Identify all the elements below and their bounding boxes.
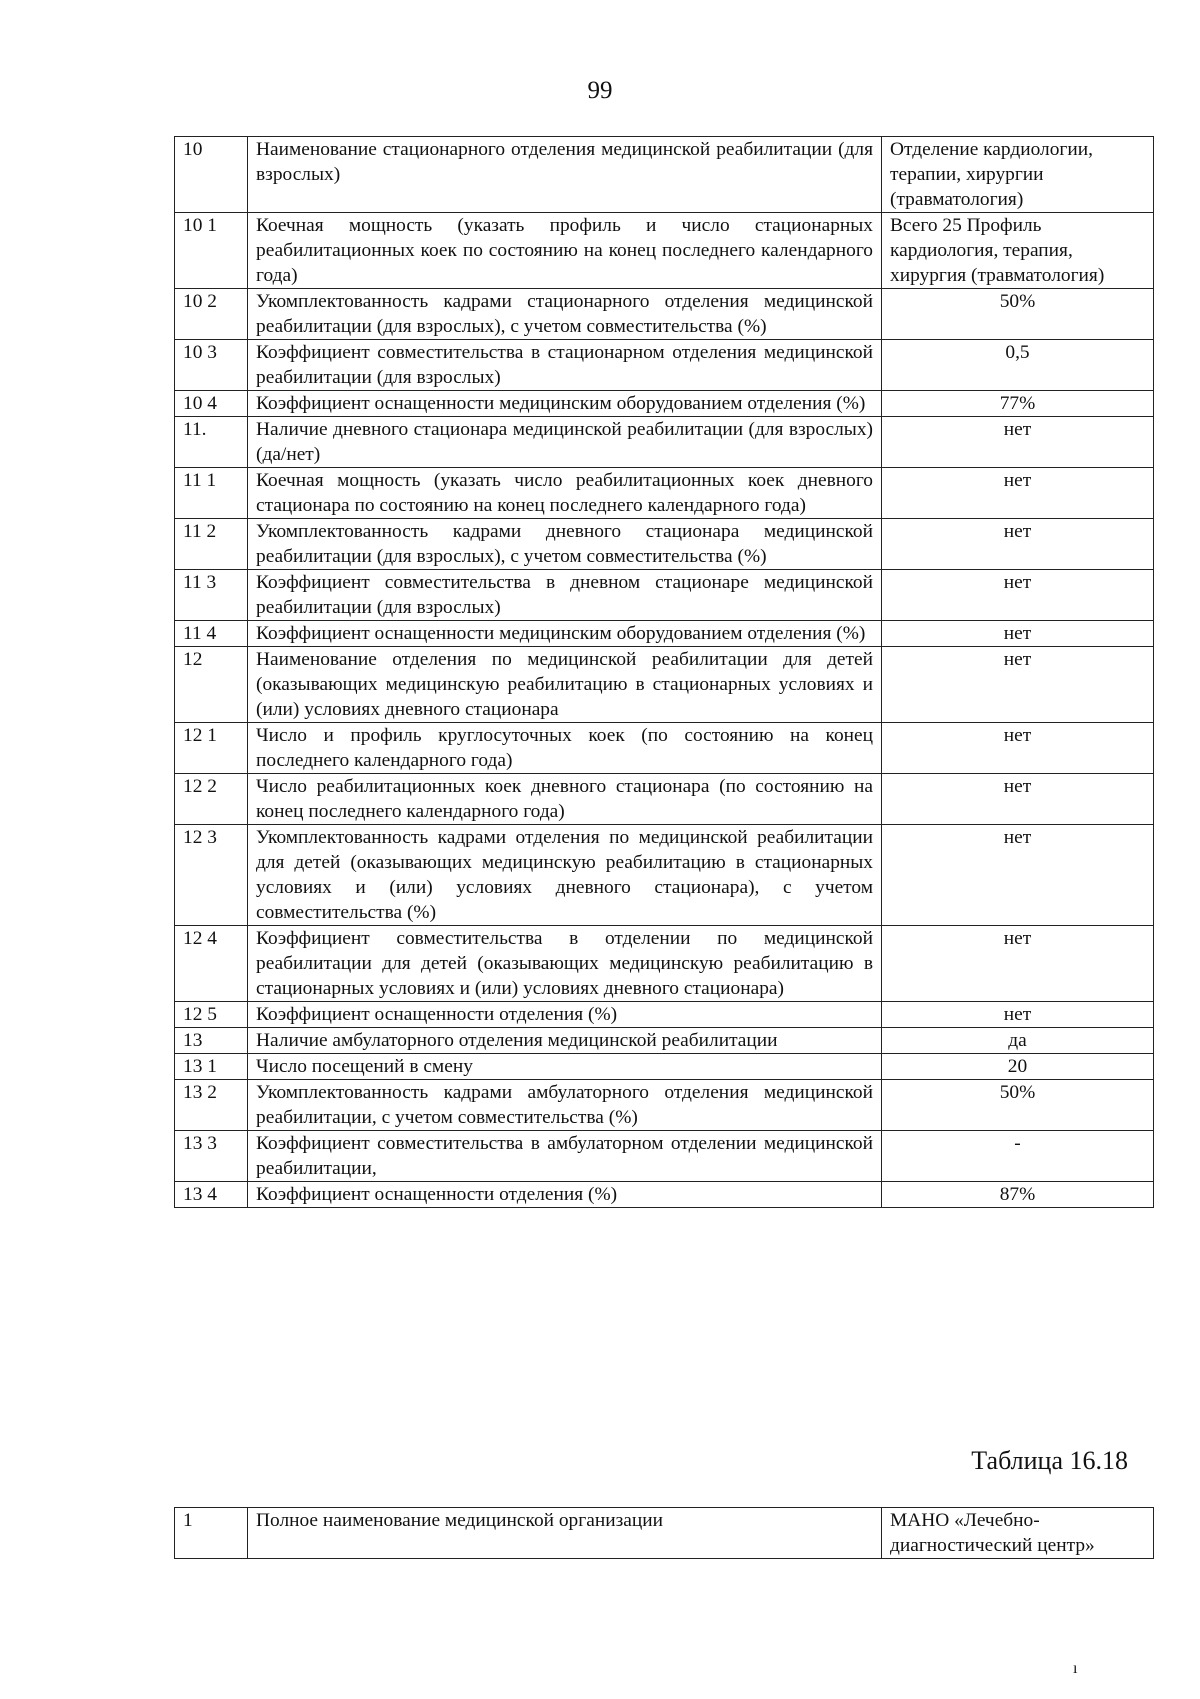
row-value: нет bbox=[882, 570, 1154, 621]
page-number: 99 bbox=[587, 77, 613, 104]
row-description: Коечная мощность (указать профиль и число стационарных реабилитационных коек по состоянию на конец последнего календарного года) bbox=[248, 213, 882, 289]
row-number: 12 1 bbox=[175, 723, 248, 774]
row-description: Коэффициент совместительства в отделении по медицинской реабилитации для детей (оказывающих медицинскую реабилитацию в стационарных условиях и (или) условиях дневного стационара) bbox=[248, 926, 882, 1002]
row-description: Коэффициент совместительства в амбулаторном отделении медицинской реабилитации, bbox=[248, 1131, 882, 1182]
row-number: 12 2 bbox=[175, 774, 248, 825]
row-value: 50% bbox=[882, 289, 1154, 340]
row-value: Всего 25 Профиль кардиология, терапия, хирургия (травматология) bbox=[882, 213, 1154, 289]
row-number: 10 bbox=[175, 137, 248, 213]
row-description: Укомплектованность кадрами стационарного отделения медицинской реабилитации (для взрослых), с учетом совместительства (%) bbox=[248, 289, 882, 340]
table-row bbox=[175, 825, 1154, 926]
table-row bbox=[175, 289, 1154, 340]
row-description: Наименование отделения по медицинской реабилитации для детей (оказывающих медицинскую реабилитацию в стационарных условиях и (или) условиях дневного стационара bbox=[248, 647, 882, 723]
main-table bbox=[174, 136, 1154, 1208]
table-row bbox=[175, 647, 1154, 723]
table-row bbox=[175, 723, 1154, 774]
row-number: 10 3 bbox=[175, 340, 248, 391]
row-number: 10 1 bbox=[175, 213, 248, 289]
row-number: 10 4 bbox=[175, 391, 248, 417]
row-description: Число и профиль круглосуточных коек (по состоянию на конец последнего календарного года) bbox=[248, 723, 882, 774]
row-value: нет bbox=[882, 926, 1154, 1002]
row-number: 11 4 bbox=[175, 621, 248, 647]
row-value: нет bbox=[882, 468, 1154, 519]
row-number: 12 5 bbox=[175, 1002, 248, 1028]
row-description: Коэффициент оснащенности медицинским оборудованием отделения (%) bbox=[248, 391, 882, 417]
table-row bbox=[175, 621, 1154, 647]
row-value: МАНО «Лечебно-диагностический центр» bbox=[882, 1508, 1154, 1559]
row-value: 20 bbox=[882, 1054, 1154, 1080]
table-row bbox=[175, 137, 1154, 213]
table-row bbox=[175, 391, 1154, 417]
row-value: 0,5 bbox=[882, 340, 1154, 391]
row-description: Коечная мощность (указать число реабилитационных коек дневного стационара по состоянию на конец последнего календарного года) bbox=[248, 468, 882, 519]
row-description: Коэффициент оснащенности отделения (%) bbox=[248, 1182, 882, 1208]
row-description: Коэффициент совместительства в дневном стационаре медицинской реабилитации (для взрослых) bbox=[248, 570, 882, 621]
row-description: Наличие дневного стационара медицинской реабилитации (для взрослых) (да/нет) bbox=[248, 417, 882, 468]
table-row bbox=[175, 1182, 1154, 1208]
row-value: нет bbox=[882, 723, 1154, 774]
row-value: 50% bbox=[882, 1080, 1154, 1131]
row-number: 12 bbox=[175, 647, 248, 723]
row-number: 11 3 bbox=[175, 570, 248, 621]
row-number: 13 bbox=[175, 1028, 248, 1054]
second-table bbox=[174, 1507, 1154, 1559]
row-number: 12 3 bbox=[175, 825, 248, 926]
row-description: Число посещений в смену bbox=[248, 1054, 882, 1080]
second-table-body bbox=[175, 1508, 1154, 1559]
table-row bbox=[175, 1508, 1154, 1559]
row-number: 10 2 bbox=[175, 289, 248, 340]
table-row bbox=[175, 213, 1154, 289]
table-row bbox=[175, 468, 1154, 519]
table-row bbox=[175, 340, 1154, 391]
row-description: Полное наименование медицинской организации bbox=[248, 1508, 882, 1559]
row-description: Наличие амбулаторного отделения медицинской реабилитации bbox=[248, 1028, 882, 1054]
row-number: 11 2 bbox=[175, 519, 248, 570]
row-number: 13 4 bbox=[175, 1182, 248, 1208]
table-row bbox=[175, 774, 1154, 825]
row-value: нет bbox=[882, 825, 1154, 926]
row-value: нет bbox=[882, 774, 1154, 825]
row-value: да bbox=[882, 1028, 1154, 1054]
row-value: 77% bbox=[882, 391, 1154, 417]
row-number: 11. bbox=[175, 417, 248, 468]
table-row bbox=[175, 417, 1154, 468]
row-number: 1 bbox=[175, 1508, 248, 1559]
row-value: нет bbox=[882, 647, 1154, 723]
row-value: нет bbox=[882, 417, 1154, 468]
row-description: Укомплектованность кадрами дневного стационара медицинской реабилитации (для взрослых), с учетом совместительства (%) bbox=[248, 519, 882, 570]
row-number: 11 1 bbox=[175, 468, 248, 519]
table-row bbox=[175, 926, 1154, 1002]
table-row bbox=[175, 519, 1154, 570]
table-row bbox=[175, 1054, 1154, 1080]
row-description: Наименование стационарного отделения медицинской реабилитации (для взрослых) bbox=[248, 137, 882, 213]
row-number: 13 3 bbox=[175, 1131, 248, 1182]
stray-mark: ı bbox=[1073, 1660, 1078, 1677]
row-number: 13 1 bbox=[175, 1054, 248, 1080]
row-value: нет bbox=[882, 519, 1154, 570]
row-description: Укомплектованность кадрами отделения по медицинской реабилитации для детей (оказывающих медицинскую реабилитацию в стационарных условиях и (или) условиях дневного стационара), с учетом совместительства (%) bbox=[248, 825, 882, 926]
row-number: 12 4 bbox=[175, 926, 248, 1002]
row-value: 87% bbox=[882, 1182, 1154, 1208]
row-description: Коэффициент оснащенности отделения (%) bbox=[248, 1002, 882, 1028]
table-row bbox=[175, 570, 1154, 621]
row-value: - bbox=[882, 1131, 1154, 1182]
row-description: Коэффициент совместительства в стационарном отделения медицинской реабилитации (для взрослых) bbox=[248, 340, 882, 391]
row-description: Укомплектованность кадрами амбулаторного отделения медицинской реабилитации, с учетом совместительства (%) bbox=[248, 1080, 882, 1131]
table-row bbox=[175, 1131, 1154, 1182]
row-value: нет bbox=[882, 621, 1154, 647]
row-value: нет bbox=[882, 1002, 1154, 1028]
table-row bbox=[175, 1028, 1154, 1054]
table-row bbox=[175, 1080, 1154, 1131]
row-value: Отделение кардиологии, терапии, хирургии (травматология) bbox=[882, 137, 1154, 213]
table-row bbox=[175, 1002, 1154, 1028]
main-table-body bbox=[175, 137, 1154, 1208]
row-description: Коэффициент оснащенности медицинским оборудованием отделения (%) bbox=[248, 621, 882, 647]
row-number: 13 2 bbox=[175, 1080, 248, 1131]
table-caption: Таблица 16.18 bbox=[971, 1446, 1128, 1475]
row-description: Число реабилитационных коек дневного стационара (по состоянию на конец последнего календарного года) bbox=[248, 774, 882, 825]
